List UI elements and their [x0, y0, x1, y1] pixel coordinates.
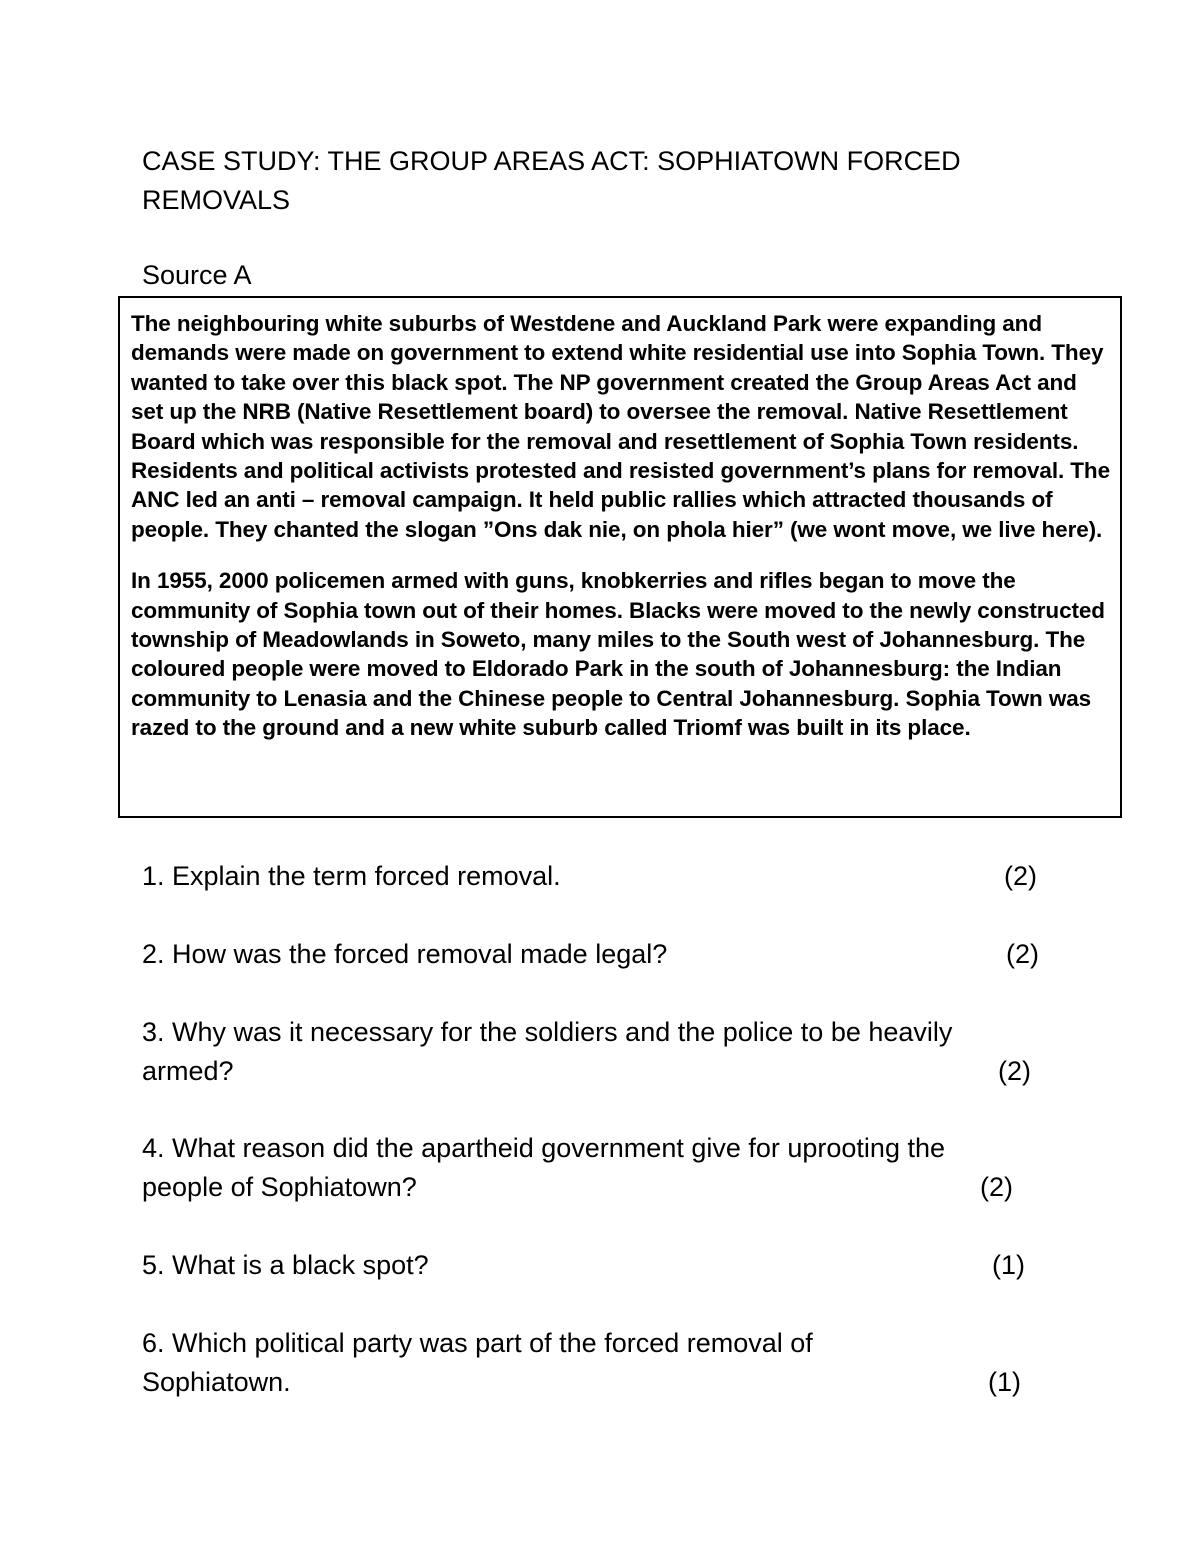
question-marks: (2)	[1006, 939, 1039, 969]
question-text: 2. How was the forced removal made legal?	[142, 939, 668, 969]
question-item	[142, 1246, 1044, 1285]
question-text: 3. Why was it necessary for the soldiers and the police to be heavily armed?	[142, 1017, 953, 1086]
source-paragraph: In 1955, 2000 policemen armed with guns, knobkerries and rifles began to move the community of Sophia town out of their homes. Blacks were moved to the newly constructed township of Meadowlands in Soweto, many miles to the South west of Johannesburg. The coloured people were moved to Eldorado Park in the south of Johannesburg: the Indian community to Lenasia and the Chinese people to Central Johannesburg. Sophia Town was razed to the ground and a new white suburb called Triomf was built in its place.	[131, 568, 1105, 741]
question-marks: (2)	[980, 1172, 1013, 1202]
question-marks: (2)	[998, 1056, 1031, 1086]
question-item	[142, 1129, 1022, 1207]
source-text-box	[118, 296, 1122, 818]
source-paragraph: The neighbouring white suburbs of Westdene and Auckland Park were expanding and demands were made on government to extend white residential use into Sophia Town. They wanted to take over this black spot. The NP government created the Group Areas Act and set up the NRB (Native Resettlement board) to oversee the removal. Native Resettlement Board which was responsible for the removal and resettlement of Sophia Town residents. Residents and political activists protested and resisted government’s plans for removal. The ANC led an anti – removal campaign. It held public rallies which attracted thousands of people. They chanted the slogan ”Ons dak nie, on phola hier” (we wont move, we live here).	[131, 311, 1110, 542]
question-text: 4. What reason did the apartheid government give for uprooting the people of Sophiatown?	[142, 1133, 945, 1202]
page-title: CASE STUDY: THE GROUP AREAS ACT: SOPHIATOWN FORCED REMOVALS	[142, 146, 961, 215]
question-text: 6. Which political party was part of the forced removal of Sophiatown.	[142, 1328, 813, 1397]
question-text: 1. Explain the term forced removal.	[142, 861, 561, 891]
question-item	[142, 1324, 1021, 1402]
question-marks: (2)	[1004, 861, 1037, 891]
question-item	[142, 935, 1044, 974]
question-text: 5. What is a black spot?	[142, 1250, 429, 1280]
question-marks: (1)	[992, 1250, 1025, 1280]
question-marks: (1)	[988, 1367, 1021, 1397]
question-item	[142, 857, 1044, 896]
source-label: Source A	[142, 260, 252, 290]
question-item	[142, 1013, 1032, 1091]
